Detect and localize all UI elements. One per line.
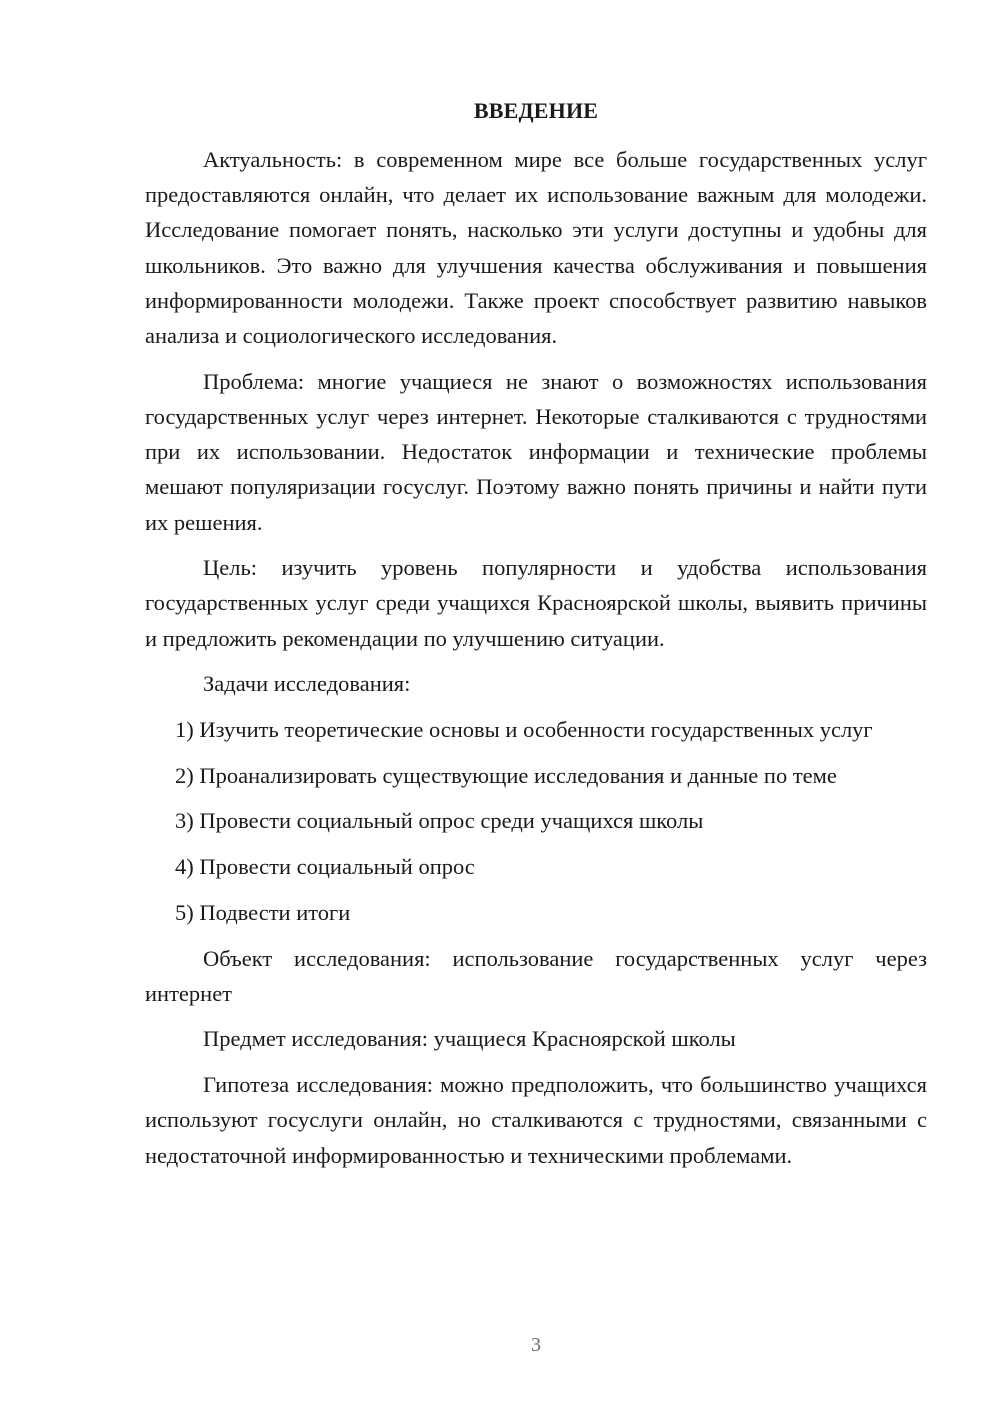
hypothesis-paragraph: Гипотеза исследования: можно предположить, что большинство учащихся используют госуслуги онлайн, но сталкиваются с трудностями, связанными с недостаточной информированностью и техническими проблемами. [145, 1072, 927, 1168]
section-title: ВВЕДЕНИЕ [473, 98, 599, 123]
task-item-3: 3) Провести социальный опрос среди учащихся школы [175, 808, 704, 834]
subject-paragraph: Предмет исследования: учащиеся Красноярской школы [203, 1026, 736, 1052]
page-number: 3 [531, 1334, 541, 1356]
problem-paragraph: Проблема: многие учащиеся не знают о возможностях использования государственных услуг через интернет. Некоторые сталкиваются с трудностями при их использовании. Недостаток информации и технические проблемы мешают популяризации госуслуг. Поэтому важно понять причины и найти пути их решения. [145, 368, 927, 535]
task-item-1: 1) Изучить теоретические основы и особенности государственных услуг [175, 717, 873, 743]
task-item-2: 2) Проанализировать существующие исследования и данные по теме [175, 762, 837, 788]
object-paragraph: Объект исследования: использование государственных услуг через интернет [145, 945, 927, 1006]
goal-paragraph: Цель: изучить уровень популярности и удобства использования государственных услуг среди учащихся Красноярской школы, выявить причины и предложить рекомендации по улучшению ситуации. [145, 555, 927, 651]
relevance-paragraph: Актуальность: в современном мире все больше государственных услуг предоставляются онлайн, что делает их использование важным для молодежи. Исследование помогает понять, насколько эти услуги доступны и удобны для школьников. Это важно для улучшения качества обслуживания и повышения информированности молодежи. Также проект способствует развитию навыков анализа и социологического исследования. [145, 147, 927, 349]
tasks-heading: Задачи исследования: [203, 671, 411, 697]
task-item-4: 4) Провести социальный опрос [175, 854, 475, 880]
document-body [145, 142, 927, 1173]
task-item-5: 5) Подвести итоги [175, 899, 351, 925]
document-page [145, 0, 927, 1414]
